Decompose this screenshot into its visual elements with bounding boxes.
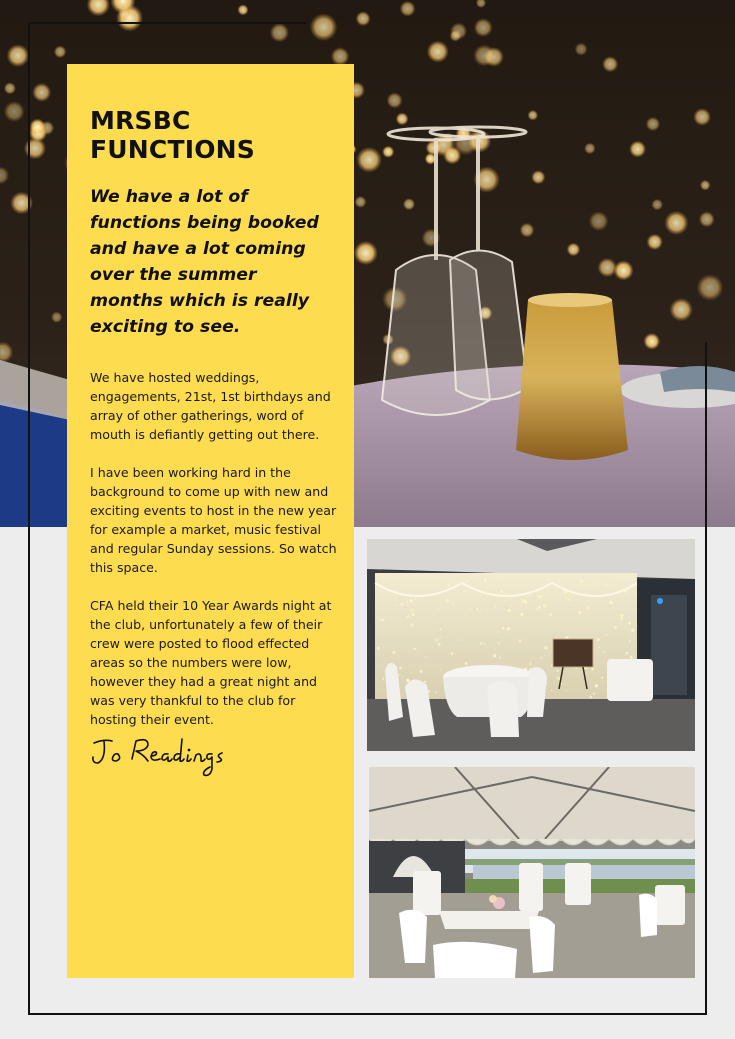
fairy-light [629,640,631,642]
fairy-light [564,591,567,594]
fairy-light [505,593,508,596]
fairy-light [469,608,471,610]
fairy-light [440,636,441,637]
fairy-light [414,598,416,600]
signature-jo-readings [90,729,290,789]
article-paragraph-2: I have been working hard in the background to come up with new and exciting events to host in the new year for example a market, music festival and regular Sunday sessions. So watch this space. [90,465,337,575]
fairy-light [629,579,630,580]
fairy-light [400,603,403,606]
fairy-light [543,604,547,608]
fairy-light [407,615,409,617]
bokeh-light [575,43,588,56]
fairy-light [493,654,496,657]
fairy-light [446,599,449,602]
fairy-light [631,629,634,632]
fairy-light [476,608,478,610]
fairy-light [601,677,603,679]
bokeh-light [450,30,462,42]
bokeh-light [238,4,249,15]
photo-patio-marquee-lake-view [369,767,695,978]
fairy-light [480,643,482,645]
fairy-light [556,676,557,677]
fairy-light [596,638,599,641]
bokeh-light [32,83,51,102]
fairy-light [604,583,607,586]
fairy-light [377,647,380,650]
fairy-light [406,679,409,682]
bokeh-light [646,117,660,131]
article-paragraph-1: We have hosted weddings, engagements, 21st, 1st birthdays and array of other gatherings, word of mouth is defiantly getting out there. [90,370,331,442]
fairy-light [556,670,558,672]
fairy-light [484,643,486,645]
bokeh-light [427,41,449,63]
frame-line-left [28,22,30,1015]
fairy-light [407,601,409,603]
fairy-light [424,681,426,683]
bokeh-light [473,44,495,66]
bokeh-light [531,170,545,184]
fairy-light [411,609,414,612]
fairy-light [497,642,500,645]
fairy-light [626,652,628,654]
fairy-light [453,603,454,604]
bokeh-light [697,274,724,301]
bokeh-light [382,146,394,158]
fairy-light [452,593,453,594]
bokeh-light [699,211,715,227]
fairy-light [587,607,590,610]
fairy-light [549,613,552,616]
fairy-light [628,600,629,601]
fairy-light [537,608,539,610]
fairy-light [499,657,501,659]
bokeh-light [387,92,403,108]
bokeh-light [602,56,618,72]
frame-line-top [28,22,306,24]
bokeh-light [629,141,646,158]
fairy-light [593,692,595,694]
bokeh-light [664,211,688,235]
fairy-light [511,605,512,606]
bokeh-light [613,260,633,280]
fairy-light [620,614,623,617]
bokeh-light [29,119,45,135]
fairy-light [580,579,583,582]
fairy-light [396,591,398,593]
fairy-light [406,605,407,606]
fairy-light [539,595,542,598]
bokeh-light [474,18,493,37]
fairy-light [591,667,594,670]
bokeh-light [54,46,67,59]
frame-line-bottom [28,1013,707,1015]
frame-line-right [705,342,707,1015]
fairy-light [414,648,416,650]
bokeh-light [400,1,416,17]
fairy-light [463,590,466,593]
fairy-light [620,617,623,620]
fairy-light [519,639,522,642]
bokeh-light [453,130,478,155]
fairy-light [610,601,613,604]
fairy-light [412,613,415,616]
fairy-light [425,656,427,658]
fairy-light [578,611,581,614]
fairy-light [434,620,436,622]
fairy-light [524,601,527,604]
fairy-light [614,626,617,629]
fairy-light [507,627,510,630]
fairy-light [420,670,423,673]
fairy-light [529,663,532,666]
bokeh-light [270,23,289,42]
fairy-light [547,578,549,580]
fairy-light [399,667,402,670]
fairy-light [381,619,383,621]
fairy-light [437,608,439,610]
fairy-light [440,628,442,630]
fairy-light [379,618,382,621]
article-paragraph-3: CFA held their 10 Year Awards night at the club, unfortunately a few of their crew were posted to flood effected areas so the numbers were low, however they had a great night and was very thankful to the club for hosting their event. [90,598,332,727]
fairy-light [395,598,396,599]
fairy-light [393,651,396,654]
fairy-light [435,638,439,642]
fairy-light [565,597,567,599]
fairy-light [541,657,543,659]
fairy-light [630,656,633,659]
bokeh-light [670,298,693,321]
fairy-light [604,594,605,595]
fairy-light [411,623,414,626]
fairy-light [378,602,379,603]
fairy-light [438,643,441,646]
fairy-light [630,634,631,635]
fairy-light [501,579,503,581]
bokeh-light [567,243,581,257]
bokeh-light [403,198,415,210]
fairy-light [440,669,441,670]
fairy-light [544,646,547,649]
fairy-light [435,691,437,693]
bokeh-light [7,44,30,67]
fairy-light [626,587,629,590]
bokeh-light [355,196,367,208]
bokeh-light [693,108,711,126]
fairy-light [599,646,601,648]
bokeh-light [331,47,350,66]
fairy-light [624,590,626,592]
fairy-light [487,586,488,587]
bokeh-light [700,180,711,191]
fairy-light [621,578,623,580]
bokeh-light [4,101,25,122]
fairy-light [395,605,397,607]
bokeh-light [354,241,378,265]
fairy-light [451,652,454,655]
fairy-light [589,696,592,699]
fairy-light [461,640,462,641]
fairy-light [604,651,606,653]
fairy-light [501,590,503,592]
fairy-light [558,580,560,582]
fairy-light [568,598,571,601]
fairy-light [520,613,523,616]
fairy-light [551,690,553,692]
fairy-light [497,631,499,633]
fairy-light [382,678,384,680]
fairy-light [628,622,631,625]
fairy-light [465,662,468,665]
article-panel [67,64,354,978]
fairy-light [416,650,417,651]
fairy-light [536,596,537,597]
fairy-light [566,690,567,691]
photo-marquee-fairy-lights [367,539,695,751]
fairy-light [484,579,487,582]
fairy-light [495,606,497,608]
fairy-light [538,606,541,609]
bokeh-light [643,333,660,350]
fairy-light [466,580,468,582]
bokeh-light [589,211,609,231]
fairy-light [595,684,598,687]
fairy-light [627,613,628,614]
bokeh-light [310,13,338,41]
fairy-light [529,594,531,596]
bokeh-light [356,147,382,173]
bokeh-light [651,199,663,211]
fairy-light [502,627,504,629]
fairy-light [507,609,510,612]
bokeh-light [520,223,535,238]
bokeh-light [51,312,62,323]
bokeh-light [584,143,596,155]
bokeh-light [396,113,409,126]
fairy-light [478,610,481,613]
fairy-light [410,599,413,602]
fairy-light [484,592,487,595]
bokeh-light [356,11,371,26]
bokeh-light [4,82,16,94]
fairy-light [596,582,597,583]
bokeh-light [528,110,539,121]
fairy-light [606,634,608,636]
bokeh-light [647,234,663,250]
article-lead: We have a lot of functions being booked and have a lot coming over the summer months which is really exciting to see. [90,187,319,337]
article-title: MRSBC FUNCTIONS [90,106,255,164]
fairy-light [448,583,451,586]
